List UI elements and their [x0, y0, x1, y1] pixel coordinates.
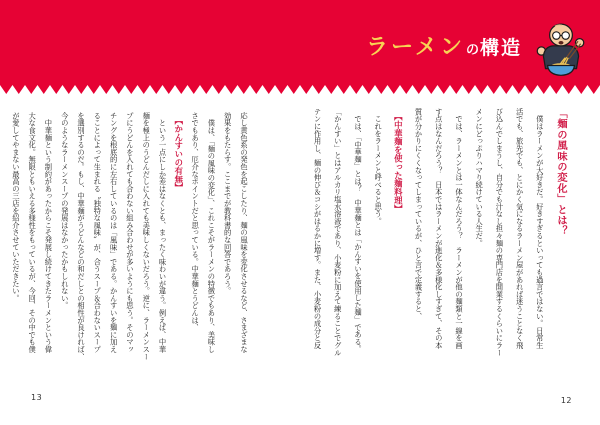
text-column: メンにどっぷりハマり続けている人生だ。: [475, 108, 485, 247]
chapter-title-rest: 構造: [479, 37, 522, 59]
chef-eating-ramen-icon: [530, 20, 592, 80]
book-page-right: [307, 108, 570, 362]
page-number-right: 12: [560, 396, 572, 405]
text-column: 麺を極上のうどんだしに入れても美味しくないだろう。逆に、ラーメンスー: [142, 112, 152, 361]
chapter-banner: [0, 0, 600, 85]
text-column: 応し黄色系の発色を起こしたり、麺の風味を変化させるなど、さまざまな: [240, 112, 249, 353]
page-number-left: 13: [31, 393, 43, 402]
text-column: さでもあり、厄介なポイントだと思っている。中華麺とうどんは、: [191, 112, 201, 331]
text-column: テンに作用し、麺の伸び＆コシがはるかに増す。また、小麦粉の成分と反: [313, 108, 323, 349]
text-column: という一点にしか差はなくとも、まったく味わいが違う。例えば、中華: [158, 112, 168, 353]
text-column: 中華麺という制約があったからこそ発展し続けてきたラーメンという偉: [44, 112, 54, 353]
text-column: 大な食文化。無限ともいえる多様性をもっているが、今回、その中でも僕: [28, 112, 38, 353]
chapter-title-particle: の: [465, 43, 479, 58]
chapter-title: [366, 30, 522, 61]
text-column: では、「中華麺」とは？ 中華麺とは「かんすいを使用した麺」である。: [353, 108, 363, 353]
text-column: 活でも、旅先でも、とにかく気になるラーメン屋があれば迷うことなく飛: [515, 108, 525, 349]
chapter-title-accent: ラーメン: [366, 35, 465, 60]
text-column: では、ラーメンとは一体なんだろう？ ラーメンが他の麺類と一線を画: [454, 108, 464, 349]
text-column: を選別するのだ。もし、中華麺がうどんなどの和だしとの相性が良ければ、: [77, 112, 87, 361]
text-column: これをラーメンと呼べると思う。: [374, 108, 384, 225]
text-column: 「かんすい」とはアルカリ塩水溶液であり、小麦粉に加えて練ることでグル: [333, 108, 343, 357]
section-heading: 「麺の風味の変化」とは？: [555, 108, 566, 237]
zigzag-edge: [0, 85, 600, 95]
text-column: プにうどんを入れても合わない組み合わせが多いようにも思う。そのマッ: [125, 112, 135, 353]
emphasis-line-kansui: 【かんすいの有無】: [173, 112, 184, 192]
text-column: び込んでしまうし、自分でも汁なし担々麺の専門店を開業するくらいにラー: [495, 108, 505, 357]
text-column: ることによって生まれる〝独特な風味〞が、合うスープ＆合わないスープ: [93, 112, 103, 353]
text-column: す点はなんだろう？ 日本ではラーメンが進化＆多様化しすぎて、その本: [434, 108, 444, 349]
text-column: 効果をもたらす。ここまでが教科書的な回答であろう。: [223, 112, 233, 295]
text-column: 質が分かりにくくなってしまっているが、ひと言で定義すると、: [414, 108, 424, 320]
text-column: 僕はラーメンが大好きだ。好きすぎるといっても過言ではない。日常生: [535, 108, 545, 349]
text-column: が愛してやまない最高の三店を紹介させていただきたい。: [11, 112, 21, 302]
text-column: 今のようなラーメンスープの発展はなかったかもしれない。: [60, 112, 70, 310]
text-column: 僕は、「麺の風味の変化」、これこそがラーメンの特徴でもあり、美味し: [207, 112, 217, 353]
text-column: チングを根底的に左右しているのは「風味」である。かんすいを麺に加え: [109, 112, 119, 353]
book-page-left: [8, 112, 252, 364]
emphasis-line-chukamen: 【中華麺を使った麺料理】: [393, 108, 404, 213]
